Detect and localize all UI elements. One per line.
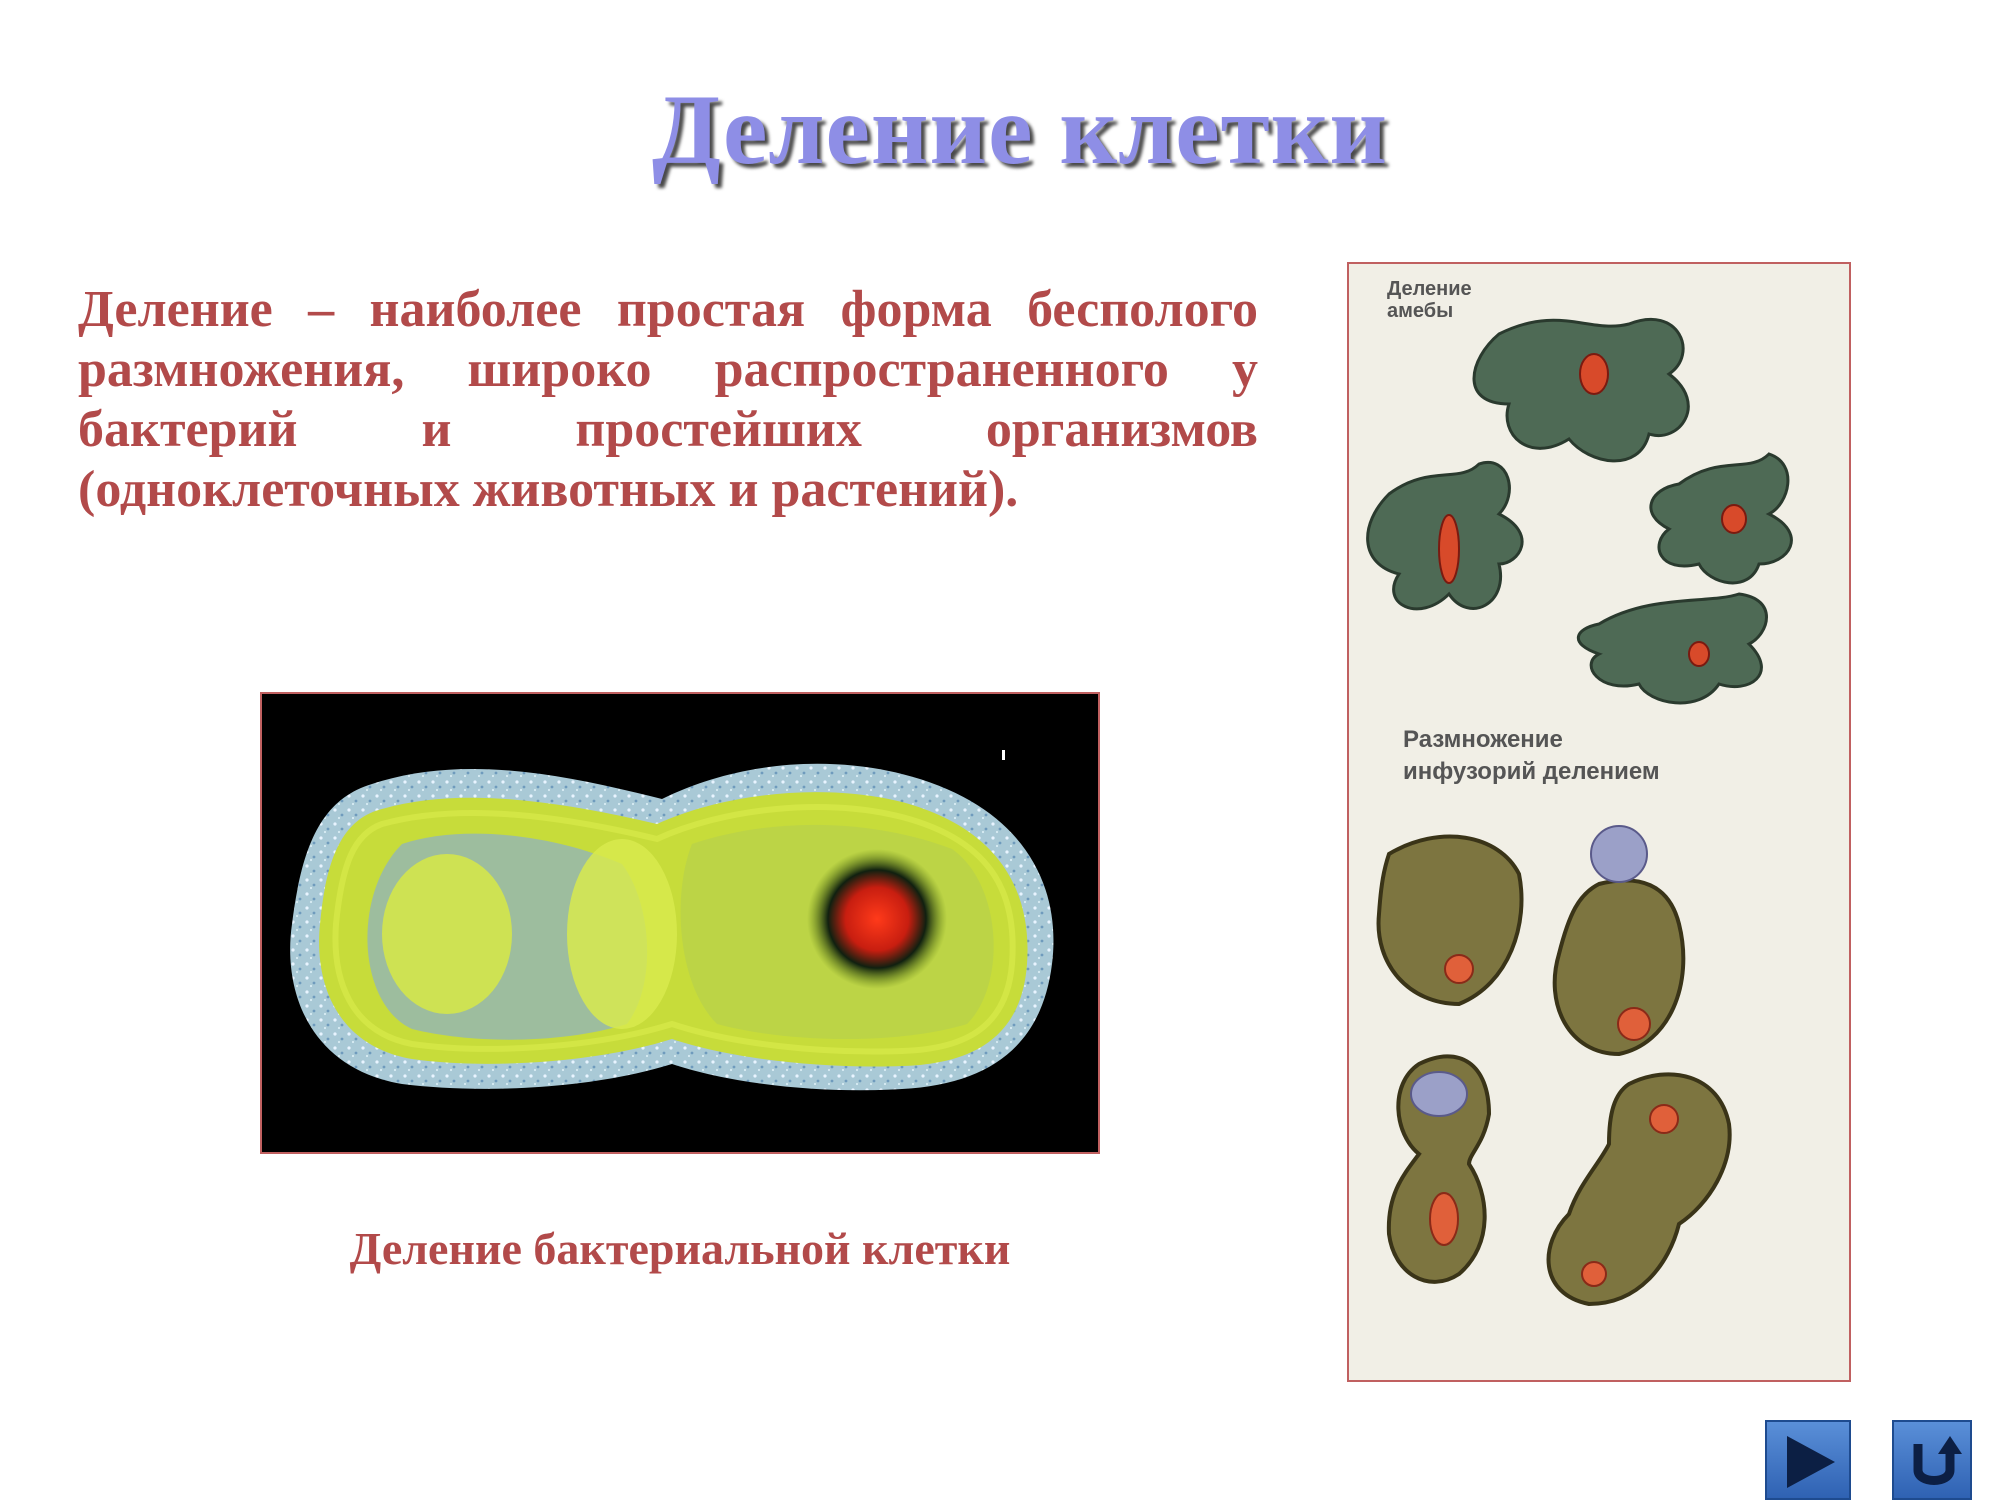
protozoa-drawing xyxy=(1349,264,1851,1382)
next-slide-button[interactable] xyxy=(1765,1420,1851,1500)
amoeba-label: Деление амебы xyxy=(1387,278,1472,322)
bacterial-division-image xyxy=(260,692,1100,1154)
bacterium-illustration xyxy=(262,694,1100,1154)
definition-text: Деление – наиболее простая форма бесполого размножения, широко распространенного у бактерий и простейших организмов (одноклеточных животных и растений). xyxy=(78,281,1258,518)
return-button[interactable] xyxy=(1892,1420,1972,1500)
bacteria-caption: Деление бактериальной клетки xyxy=(349,1223,1011,1274)
protozoa-illustration xyxy=(1347,262,1851,1382)
infusoria-label: Размножение инфузорий делением xyxy=(1403,726,1660,785)
u-turn-arrow-icon xyxy=(1894,1422,1974,1502)
slide-title: Деление клетки xyxy=(652,74,1388,185)
play-triangle-icon xyxy=(1767,1422,1853,1502)
